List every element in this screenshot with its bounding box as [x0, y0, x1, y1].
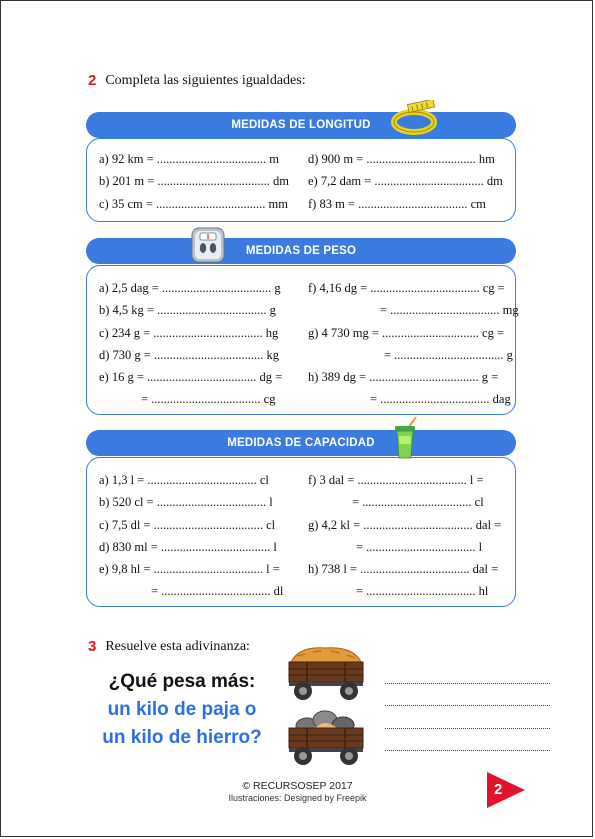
- exercise-3-heading: [88, 638, 250, 655]
- length-box: [86, 138, 516, 222]
- weight-left-column: [99, 277, 282, 411]
- exercise-line: h) 389 dg = ................................... g =: [308, 370, 499, 385]
- page-number: 2: [494, 781, 503, 798]
- exercise-line: = ................................... g: [384, 347, 513, 362]
- iron-cart-icon: [285, 708, 367, 766]
- exercise-line: c) 35 cm = ................................... mm: [99, 196, 288, 211]
- weight-banner: MEDIDAS DE PESO: [86, 238, 516, 264]
- exercise-line: = ................................... cl: [352, 495, 484, 510]
- riddle-line-2: un kilo de paja o: [107, 699, 257, 720]
- exercise-line: c) 7,5 dl = ................................... cl: [99, 517, 276, 532]
- exercise-line: g) 4 730 mg = ............................... cg =: [308, 325, 505, 340]
- exercise-line: = ................................... cg: [141, 392, 276, 407]
- riddle-line-1: ¿Qué pesa más:: [108, 671, 256, 692]
- exercise-line: c) 234 g = ................................... hg: [99, 325, 279, 340]
- exercise-line: e) 7,2 dam = ................................... dm: [308, 174, 503, 189]
- exercise-line: = ................................... mg: [380, 303, 519, 318]
- answer-line[interactable]: [385, 705, 550, 706]
- exercise-line: = ................................... dl: [151, 584, 284, 599]
- exercise-line: d) 730 g = ................................... kg: [99, 347, 279, 362]
- weight-box: [86, 265, 519, 415]
- length-left-column: [99, 148, 289, 215]
- exercise-line: h) 738 l = ................................... dal =: [308, 562, 499, 577]
- exercise-line: e) 9,8 hl = ................................... l =: [99, 562, 280, 577]
- length-section: [86, 112, 516, 224]
- exercise-line: b) 520 cl = ................................... l: [99, 495, 273, 510]
- exercise-line: = ................................... dag: [370, 392, 511, 407]
- exercise-line: b) 4,5 kg = ................................... g: [99, 303, 276, 318]
- capacity-left-column: [99, 469, 283, 603]
- weight-section: [86, 238, 519, 418]
- capacity-box: [86, 457, 516, 607]
- riddle-text: [92, 668, 272, 752]
- tape-measure-icon: [390, 100, 438, 138]
- triangle-arrow-icon: [483, 770, 529, 810]
- exercise-2-heading: [88, 72, 306, 89]
- copyright-text: © RECURSOSEP 2017: [242, 780, 353, 792]
- exercise-line: b) 201 m = .................................... dm: [99, 174, 290, 189]
- straw-cart-icon: [285, 642, 367, 702]
- exercise-number: 2: [88, 72, 97, 89]
- answer-line[interactable]: [385, 750, 550, 751]
- riddle-line-3: un kilo de hierro?: [102, 727, 262, 748]
- capacity-banner: MEDIDAS DE CAPACIDAD: [86, 430, 516, 456]
- exercise-number: 3: [88, 638, 97, 655]
- scale-icon: [190, 226, 226, 264]
- exercise-line: a) 1,3 l = ................................... cl: [99, 473, 269, 487]
- exercise-line: f) 4,16 dg = ................................... cg =: [308, 281, 505, 295]
- exercise-line: = ................................... hl: [356, 584, 489, 599]
- exercise-line: a) 92 km = ................................... m: [99, 152, 279, 166]
- capacity-section: [86, 430, 516, 610]
- exercise-line: f) 83 m = ................................... cm: [308, 196, 486, 211]
- drink-cup-icon: [392, 416, 420, 460]
- exercise-line: d) 900 m = ................................... hm: [308, 152, 495, 166]
- answer-line[interactable]: [385, 683, 550, 684]
- credits-text: Ilustraciones: Designed by Freepik: [228, 793, 367, 803]
- exercise-line: g) 4,2 kl = ................................... dal =: [308, 517, 502, 532]
- exercise-line: f) 3 dal = ................................... l =: [308, 473, 484, 487]
- exercise-line: d) 830 ml = ................................... l: [99, 539, 277, 554]
- exercise-line: e) 16 g = ................................... dg =: [99, 370, 283, 385]
- capacity-right-column: [308, 469, 501, 603]
- exercise-line: a) 2,5 dag = ................................... g: [99, 281, 281, 295]
- exercise-line: = ................................... l: [356, 539, 483, 554]
- length-right-column: [308, 148, 503, 215]
- exercise-instruction: Completa las siguientes igualdades:: [105, 72, 306, 88]
- answer-line[interactable]: [385, 728, 550, 729]
- length-banner: MEDIDAS DE LONGITUD: [86, 112, 516, 138]
- weight-right-column: [308, 277, 519, 411]
- exercise-instruction: Resuelve esta adivinanza:: [105, 638, 250, 654]
